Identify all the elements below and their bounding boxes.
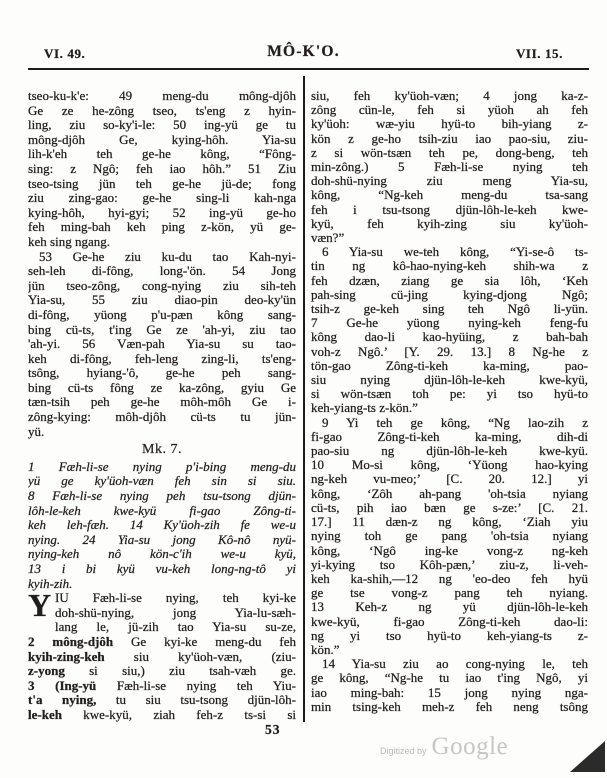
text-line: 13 Keh-z ng yü djün-lôh-le-keh (311, 599, 588, 615)
text-line: kông, ‘Zôh ah-pang 'oh-tsia nyiang (311, 485, 588, 501)
text-line: Yia-su, 55 ziu diao-pin deo-ky'ün (28, 292, 296, 308)
text-line: ky'üoh: wæ-yiu hyü-to bih-yiang z- (311, 116, 588, 132)
google-logo: Google (431, 733, 509, 760)
text-line: tseo-ku-k'e: 49 meng-du mông-djôh (28, 89, 296, 103)
text-line: pao-siu ng djün-lôh-le-keh kwe-kyü. (311, 443, 588, 459)
text-line: si wön-tsæn toh pe: yi tso hyü-to (311, 386, 588, 402)
dropcap-paragraph (28, 587, 296, 624)
ink-smudged-text: z-yong (28, 663, 65, 679)
text-line: jün tseo-zông, cong-nying ziu sih-teh (28, 277, 296, 293)
text-line: kông dao-li kao-hyüing, z bah-bah (311, 329, 588, 345)
text-line: mông-djôh Ge, kying-hôh. Yia-su (28, 131, 296, 147)
text-line: feh dzæn, ziang ge sia lôh, ‘Keh (311, 272, 588, 288)
text-line: fi-gao Zông-ti-keh ka-ming, dih-di (311, 428, 588, 444)
text-line: 6 Yia-su we-teh kông, “Yi-se-ô ts- (322, 244, 588, 260)
ink-smudged-text: t'a nying, (28, 692, 97, 708)
text-line: nying toh ge pang 'oh-tsia nyiang (311, 528, 588, 544)
text-line: væn?” (311, 230, 345, 246)
text-line: kông, “Ng-keh meng-du tsa-sang (311, 187, 588, 203)
text-line: le-keh kwe-kyü, ziah feh-z ts-si si (28, 706, 296, 722)
text-line: ling, ziu so-ky'i-le: 50 ing-yü ge tu (28, 117, 296, 133)
page-title: MÔ-K'O. (267, 43, 340, 60)
text-line: Ge ze he-zông tseo, ts'eng z hyin- (28, 102, 296, 118)
text-line: 1 Fæh-li-se nying p'i-bing meng-du (28, 458, 296, 474)
text-line: lôh-le-keh kwe-kyü fi-gao Zông-ti- (28, 502, 296, 518)
text-line: tseo-tsing jün teh ge-he jü-de; fong (28, 175, 296, 191)
text-line: keh di-fông, feh-leng zing-li, ts'eng- (28, 350, 296, 366)
section-heading: Mk. 7. (142, 442, 182, 458)
text-line: tin ng kô-hao-nying-keh shih-wa z (311, 258, 588, 274)
right-column (311, 89, 588, 714)
text-line: zông cün-le, feh si yüoh ah feh (311, 102, 588, 118)
text-line: nying. 24 Yia-su jong Kô-nô nyü- (28, 531, 296, 547)
text-line: doh-shü-nying, jong Yia-lu-sæh- (55, 604, 296, 620)
scan-corner-artifact (570, 741, 605, 772)
text-line: seh-leh di-fông, long-'ön. 54 Jong (28, 263, 296, 279)
text-line: tsih-z ge-keh sing teh Ngô li-yün. (311, 301, 588, 317)
text-line: 53 Ge-he ziu ku-du tao Kah-nyi- (39, 248, 296, 264)
text-line: bing cü-ts fông ze ka-zông, gyiu Ge (28, 379, 296, 395)
text-line: kông, ‘Ngô ing-ke vong-z ng-keh (311, 542, 588, 558)
ink-smudged-text: 3 (Ing-yü (28, 677, 97, 693)
text-line: feh ming-bah keh ping z-kön, yü ge- (28, 219, 296, 235)
text-line: 13 i bi kyü vu-keh long-ng-tô yi (28, 561, 296, 576)
text-line: yü ge ky'üoh-væn feh sin si siu. (28, 473, 296, 489)
text-line: kyih-zih. (28, 575, 73, 591)
page-number: 53 (265, 722, 281, 737)
text-line: kön z ge-ho tsih-ziu iao pao-siu, ziu- (311, 130, 588, 146)
text-line: keh-yiang-ts z-kön.” (311, 400, 418, 416)
text-line: siu nying djün-lôh-le-keh kwe-kyü, (311, 372, 588, 388)
text-line: t'a nying, tu siu tsu-tsong djün-lôh- (28, 692, 296, 708)
text-line: z-yong si siu,) ziu tsah-væh ge. (28, 663, 296, 679)
text-line: voh-z Ngô.’ [Y. 29. 13.] 8 Ng-he z (311, 343, 588, 359)
text-line: z si wön-tsæn teh pe, dong-beng, teh (311, 144, 588, 160)
text-line: keh sing ngang. (28, 233, 110, 249)
text-line: tön-gao Zông-ti-keh ka-ming, pao- (311, 357, 588, 373)
column-divider (303, 76, 305, 722)
text-line: tæn-tsih peh ge-he môh-môh Ge i- (28, 394, 296, 410)
text-line: ge tse vong-z pang teh nyiang. (311, 585, 588, 601)
text-line: ng yi tso hyü-to keh-yiang-ts z- (311, 627, 588, 643)
text-line: 7 Ge-he yüong nying-keh feng-fu (311, 315, 588, 331)
left-column (28, 89, 296, 723)
text-line: tsông, hyiang-'ô, ge-he peh sang- (28, 365, 296, 381)
text-line: 9 Yi teh ge kông, “Ng lao-zih z (322, 414, 588, 430)
text-line: kwe-kyü, fi-gao Zông-ti-keh dao-li: (311, 613, 588, 629)
text-line: lih-k'eh teh ge-he kông, “Fông- (28, 146, 296, 162)
text-line: 2 mông-djôh Ge kyi-ke meng-du feh (28, 633, 296, 649)
text-line: ge kông, “Ng-he tu iao t'ing Ngô, yi (311, 670, 588, 686)
text-line: pah-sing cü-jing kying-djong Ngô; (311, 286, 588, 302)
text-line: kön.” (311, 641, 340, 657)
text-line: ng-keh vu-meo;’ [C. 20. 12.] yi (311, 471, 588, 487)
text-line: yi-kying tso Kôh-pæn,’ ziu-z, li-veh- (311, 556, 588, 572)
text-line: feh i tsu-tsong djün-lôh-le-keh kwe- (311, 201, 588, 217)
text-line: IU Fæh-li-se nying, teh kyi-ke (55, 590, 296, 606)
text-line: min tsing-keh meh-z feh neng tsông (311, 698, 588, 714)
text-line: di-fông, yüong p'u-pæn kông sang- (28, 306, 296, 322)
text-line: 10 Mo-si kông, ‘Yüong hao-kying (311, 457, 588, 473)
ink-smudged-text: kyih-zing-keh (28, 648, 105, 664)
text-line: nying-keh nô kön-c'ih we-u kyü, (28, 546, 296, 562)
text-line: bing cü-ts, t'ing Ge ze 'ah-yi, ziu tao (28, 321, 296, 337)
text-line: 8 Fæh-li-se nying peh tsu-tsong djün- (28, 488, 296, 504)
text-line: siu, feh ky'üoh-væn; 4 jong ka-z- (311, 89, 588, 103)
text-line: 'ah-yi. 56 Væn-pah Yia-su su tao- (28, 336, 296, 352)
text-line: iao ming-bah: 15 jong nying nga- (311, 684, 588, 700)
header-verse-ref-left: VI. 49. (44, 46, 86, 61)
ink-smudged-text: 2 mông-djôh (28, 633, 114, 649)
text-line: kyü, feh kyih-zing siu ky'üoh- (311, 215, 588, 231)
ink-smudged-text: le-keh (28, 706, 62, 722)
text-line: cü-ts, pih iao bæn ge s-ze:’ [C. 21. (311, 499, 588, 515)
text-line: kying-hôh, hyi-gyi; 52 ing-yü ge-ho (28, 204, 296, 220)
text-line: sing: z Ngô; feh iao hôh.” 51 Ziu (28, 160, 296, 176)
digitized-by-google-watermark (380, 733, 508, 761)
text-line: 17.] 11 dæn-z ng kông, ‘Ziah yiu (311, 514, 588, 530)
dropcap-letter: Y (28, 587, 52, 624)
text-line: lang le, jü-zih tao Yia-su su-ze, (55, 619, 296, 635)
header-rule (28, 68, 589, 70)
text-line: kyih-zing-keh siu ky'üoh-væn, (ziu- (28, 648, 296, 664)
text-line: 14 Yia-su ziu ao cong-nying le, teh (322, 656, 588, 672)
text-line: doh-shü-nying ziu meng Yia-su, (311, 173, 588, 189)
text-line: zông-kying: môh-djôh cü-ts tu jün- (28, 409, 296, 425)
header-verse-ref-right: VII. 15. (515, 46, 563, 61)
text-line: keh leh-fæh. 14 Ky'üoh-zih fe we-u (28, 517, 296, 533)
text-line: keh ka-shih,—12 ng 'eo-deo feh hyü (311, 570, 588, 586)
text-line: min-zông.) 5 Fæh-li-se nying teh (311, 159, 588, 175)
text-line: yü. (28, 423, 45, 439)
text-line: ziu zing-gao: ge-he sing-li kah-nga (28, 190, 296, 206)
watermark-prefix: Digitized by (380, 746, 427, 756)
text-line: 3 (Ing-yü Fæh-li-se nying teh Yiu- (28, 677, 296, 693)
